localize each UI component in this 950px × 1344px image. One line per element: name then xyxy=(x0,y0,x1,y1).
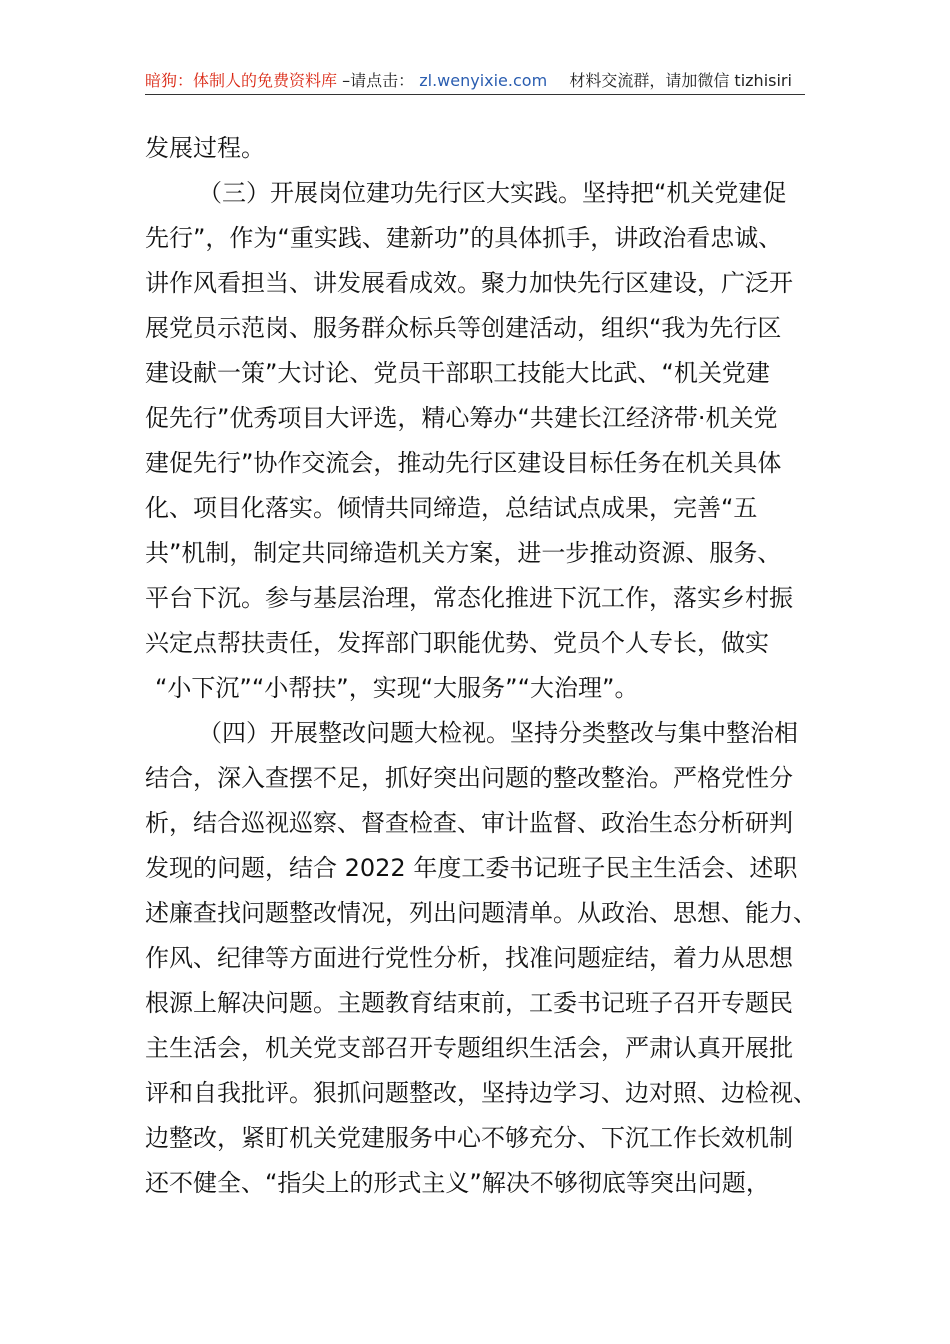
header-link[interactable]: zl.wenyixie.com xyxy=(419,71,548,90)
text-line: 展党员示范岗、服务群众标兵等创建活动，组织“我为先行区 xyxy=(145,314,782,342)
text-line: 发展过程。 xyxy=(145,134,265,162)
text-line: “小下沉”“小帮扶”，实现“大服务”“大治理”。 xyxy=(155,674,639,702)
header-contact: 材料交流群，请加微信 tizhisiri xyxy=(569,71,792,90)
text-line: 评和自我批评。狠抓问题整改，坚持边学习、边对照、边检视、 xyxy=(145,1079,817,1107)
header-prompt: –请点击： xyxy=(342,71,415,90)
text-line: （四）开展整改问题大检视。坚持分类整改与集中整治相 xyxy=(198,719,798,747)
text-line: 发现的问题，结合 2022 年度工委书记班子民主生活会、述职 xyxy=(145,854,798,882)
text-line: 兴定点帮扶责任，发挥部门职能优势、党员个人专长，做实 xyxy=(145,629,769,657)
text-line: 作风、纪律等方面进行党性分析，找准问题症结，着力从思想 xyxy=(145,944,793,972)
text-line: 主生活会，机关党支部召开专题组织生活会，严肃认真开展批 xyxy=(145,1034,793,1062)
text-line: 平台下沉。参与基层治理，常态化推进下沉工作，落实乡村振 xyxy=(145,584,793,612)
text-line: 结合，深入查摆不足，抓好突出问题的整改整治。严格党性分 xyxy=(145,764,793,792)
text-line: 化、项目化落实。倾情共同缔造，总结试点成果，完善“五 xyxy=(145,494,758,522)
text-line: 边整改，紧盯机关党建服务中心不够充分、下沉工作长效机制 xyxy=(145,1124,793,1152)
text-line: 还不健全、“指尖上的形式主义”解决不够彻底等突出问题， xyxy=(145,1169,770,1197)
text-line: 建促先行”协作交流会，推动先行区建设目标任务在机关具体 xyxy=(145,449,782,477)
text-line: 析，结合巡视巡察、督查检查、审计监督、政治生态分析研判 xyxy=(145,809,793,837)
text-line: 促先行”优秀项目大评选，精心筹办“共建长江经济带·机关党 xyxy=(145,404,778,432)
text-line: 建设献一策”大讨论、党员干部职工技能大比武、“机关党建 xyxy=(145,359,770,387)
text-line: 先行”，作为“重实践、建新功”的具体抓手，讲政治看忠诚、 xyxy=(145,224,783,252)
text-line: 共”机制，制定共同缔造机关方案，进一步推动资源、服务、 xyxy=(145,539,782,567)
header-divider xyxy=(145,94,805,95)
page-header xyxy=(145,68,805,94)
text-line: 根源上解决问题。主题教育结束前，工委书记班子召开专题民 xyxy=(145,989,793,1017)
text-line: 述廉查找问题整改情况，列出问题清单。从政治、思想、能力、 xyxy=(145,899,817,927)
text-line: 讲作风看担当、讲发展看成效。聚力加快先行区建设，广泛开 xyxy=(145,269,793,297)
text-line: （三）开展岗位建功先行区大实践。坚持把“机关党建促 xyxy=(198,179,787,207)
header-site-name: 暗狗：体制人的免费资料库 xyxy=(145,71,338,90)
